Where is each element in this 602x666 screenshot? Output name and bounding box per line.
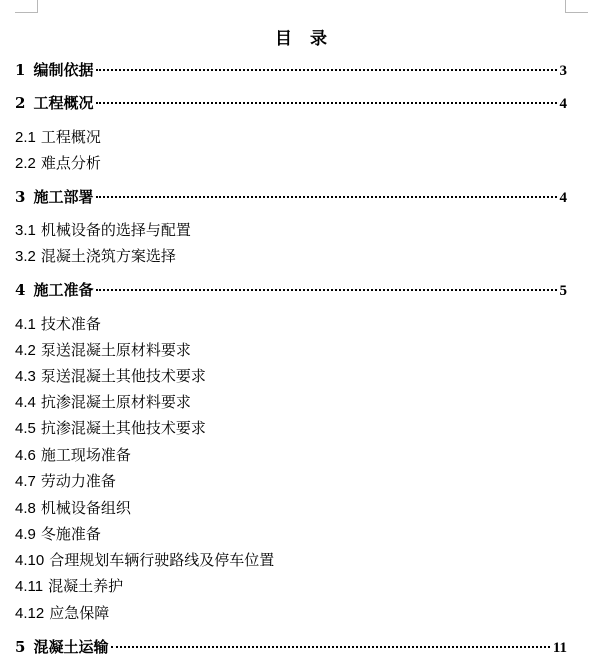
toc-entry-section[interactable]	[15, 366, 567, 387]
toc-title: 目 录	[275, 29, 333, 49]
toc-entry-number: 4.8	[15, 500, 36, 517]
toc-entry-number: 4	[15, 281, 26, 299]
toc-entry-title: 合理规划车辆行驶路线及停车位置	[49, 551, 275, 569]
toc-entry-section[interactable]	[15, 524, 567, 545]
toc-entry-section[interactable]	[15, 418, 567, 439]
toc-entry-title: 机械设备的选择与配置	[40, 221, 191, 239]
toc-entry-section[interactable]	[15, 445, 567, 466]
toc-entry-section[interactable]	[15, 603, 567, 624]
toc-entry-number: 2.1	[15, 129, 36, 146]
toc-entry-title: 混凝土运输	[33, 638, 109, 656]
toc-entry-title: 泵送混凝土原材料要求	[40, 341, 191, 359]
toc-entry-number: 3	[15, 188, 26, 206]
toc-entry-section[interactable]	[15, 550, 567, 571]
toc-entry-section[interactable]	[15, 220, 567, 241]
toc-entry-section[interactable]	[15, 246, 567, 267]
toc-entry-title: 难点分析	[40, 154, 101, 172]
toc-entry-section[interactable]	[15, 576, 567, 597]
toc-entry-section[interactable]	[15, 471, 567, 492]
toc-entry-title: 混凝土养护	[48, 577, 124, 595]
toc-entry-section[interactable]	[15, 392, 567, 413]
toc-entry-section[interactable]	[15, 340, 567, 361]
toc-entry-title: 施工准备	[33, 281, 94, 299]
toc-entry-title: 机械设备组织	[40, 499, 131, 517]
toc-entry-number: 4.6	[15, 447, 36, 464]
toc-entry-title: 施工现场准备	[40, 446, 131, 464]
toc-entry-chapter[interactable]	[15, 60, 567, 81]
toc-entry-section[interactable]	[15, 314, 567, 335]
toc-entry-title: 混凝土浇筑方案选择	[40, 247, 176, 265]
toc-dot-leader	[96, 102, 556, 104]
toc-entry-number: 4.4	[15, 394, 36, 411]
toc-entry-number: 4.10	[15, 552, 45, 569]
page-corner-mark-left	[15, 0, 38, 13]
toc-entry-number: 4.2	[15, 342, 36, 359]
toc-entry-number: 4.3	[15, 368, 36, 385]
toc-entry-number: 4.1	[15, 316, 36, 333]
toc-entry-number: 1	[15, 61, 26, 79]
toc-entry-title: 工程概况	[40, 128, 101, 146]
toc-entry-chapter[interactable]	[15, 187, 567, 208]
toc-dot-leader	[111, 646, 549, 648]
toc-entry-number: 4.12	[15, 605, 45, 622]
toc-entry-title: 抗渗混凝土其他技术要求	[40, 419, 206, 437]
toc-entry-page-number: 4	[559, 190, 567, 206]
toc-entry-number: 2.2	[15, 155, 36, 172]
toc-entry-title: 编制依据	[33, 61, 94, 79]
toc-entry-title: 技术准备	[40, 315, 101, 333]
toc-entry-title: 泵送混凝土其他技术要求	[40, 367, 206, 385]
toc-entry-number: 2	[15, 94, 26, 112]
toc-entry-title: 应急保障	[49, 604, 110, 622]
toc-entry-number: 4.5	[15, 420, 36, 437]
toc-entry-title: 抗渗混凝土原材料要求	[40, 393, 191, 411]
toc-entry-page-number: 5	[559, 283, 567, 299]
toc-entry-number: 3.2	[15, 248, 36, 265]
toc-entry-chapter[interactable]	[15, 280, 567, 301]
toc-entry-section[interactable]	[15, 153, 567, 174]
toc-entry-section[interactable]	[15, 127, 567, 148]
toc-entry-page-number: 11	[552, 640, 567, 656]
toc-dot-leader	[96, 196, 556, 198]
toc-entry-number: 4.7	[15, 473, 36, 490]
toc-entry-title: 冬施准备	[40, 525, 101, 543]
toc-entry-number: 5	[15, 638, 26, 656]
toc-entry-number: 4.9	[15, 526, 36, 543]
toc-dot-leader	[96, 69, 556, 71]
toc-entry-page-number: 3	[559, 63, 567, 79]
toc-entry-title: 工程概况	[33, 94, 94, 112]
toc-entry-title: 劳动力准备	[40, 472, 116, 490]
toc-dot-leader	[96, 289, 556, 291]
page-corner-mark-right	[565, 0, 588, 13]
toc-entry-section[interactable]	[15, 498, 567, 519]
toc-entry-number: 3.1	[15, 222, 36, 239]
toc-entry-page-number: 4	[559, 96, 567, 112]
toc-entry-chapter[interactable]	[15, 93, 567, 114]
toc-entry-chapter[interactable]	[15, 637, 567, 658]
toc-entry-title: 施工部署	[33, 188, 94, 206]
toc-entry-number: 4.11	[15, 578, 44, 595]
